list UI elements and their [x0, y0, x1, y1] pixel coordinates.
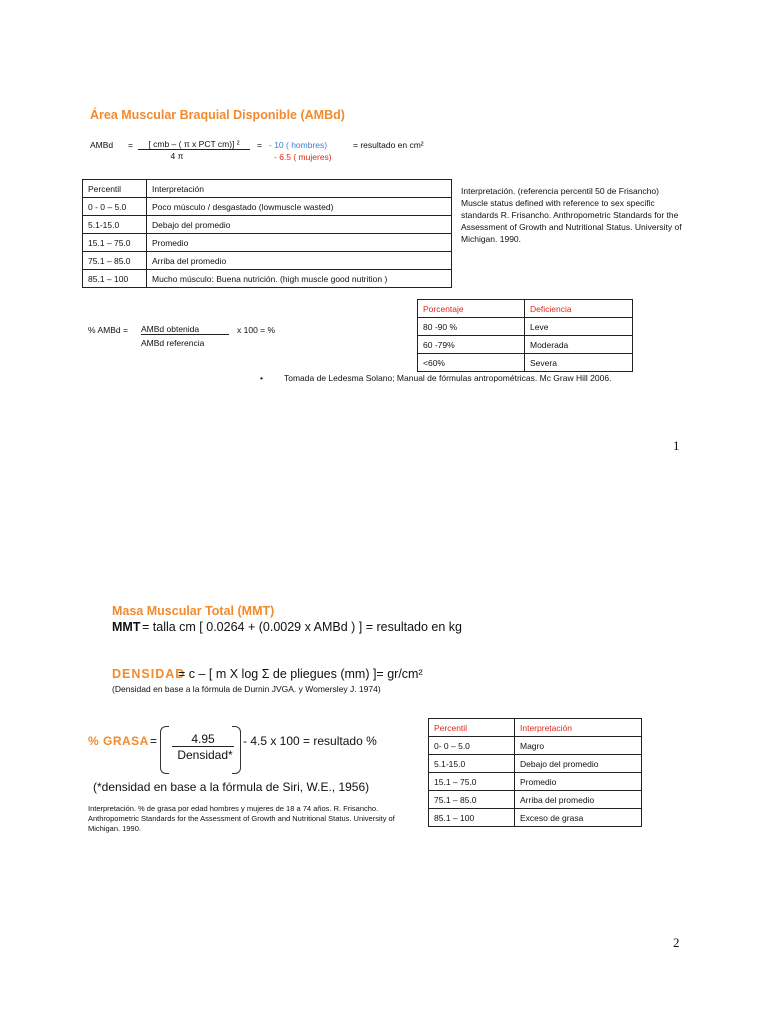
- table-row: [418, 318, 633, 336]
- table-cell: 80 -90 %: [418, 318, 525, 336]
- table-header: Percentil: [429, 719, 515, 737]
- table-header: Deficiencia: [525, 300, 633, 318]
- table-row: [429, 773, 642, 791]
- table-header-row: [83, 180, 452, 198]
- table-cell: Poco músculo / desgastado (lowmuscle wasted): [147, 198, 452, 216]
- table-cell: Promedio: [515, 773, 642, 791]
- ambd-title: Área Muscular Braquial Disponible (AMBd): [90, 108, 345, 122]
- grasa-tail: - 4.5 x 100 = resultado %: [243, 734, 377, 748]
- table-cell: Exceso de grasa: [515, 809, 642, 827]
- table-row: [429, 755, 642, 773]
- table-row: [83, 252, 452, 270]
- fat-percentile-table: [428, 718, 642, 827]
- deficiency-table: [417, 299, 633, 372]
- table-row: [418, 336, 633, 354]
- table-row: [429, 737, 642, 755]
- density-note: (Densidad en base a la fórmula de Durnin JVGA. y Womersley J. 1974): [112, 684, 381, 694]
- table-cell: 85.1 – 100: [83, 270, 147, 288]
- table-row: [83, 198, 452, 216]
- ambd-formula-lhs: AMBd: [90, 140, 114, 150]
- table-header-row: [418, 300, 633, 318]
- right-bracket-icon: [232, 726, 241, 774]
- table-cell: Debajo del promedio: [147, 216, 452, 234]
- ambd-percentile-table: [82, 179, 452, 288]
- table-header-row: [429, 719, 642, 737]
- table-row: [83, 216, 452, 234]
- table-cell: 75.1 – 85.0: [429, 791, 515, 809]
- table-row: [429, 809, 642, 827]
- grasa-denominator: Densidad*: [177, 748, 233, 762]
- page-number-1: 1: [673, 438, 680, 453]
- table-cell: 5.1-15.0: [83, 216, 147, 234]
- table-cell: Arriba del promedio: [147, 252, 452, 270]
- table-row: [83, 270, 452, 288]
- table-cell: Mucho músculo: Buena nutrición. (high muscle good nutrition ): [147, 270, 452, 288]
- table-cell: <60%: [418, 354, 525, 372]
- pct-ambd-denominator: AMBd referencia: [141, 338, 205, 348]
- ambd-formula-numerator: [ cmb – ( π x PCT cm)] ²: [138, 139, 250, 150]
- mmt-label: MMT: [112, 620, 141, 634]
- table-row: [83, 234, 452, 252]
- table-cell: Leve: [525, 318, 633, 336]
- source-citation: Tomada de Ledesma Solano; Manual de fórmulas antropométricas. Mc Graw Hill 2006.: [284, 373, 612, 383]
- pct-ambd-tail: x 100 = %: [237, 325, 276, 335]
- table-row: [418, 354, 633, 372]
- table-cell: 0 - 0 – 5.0: [83, 198, 147, 216]
- siri-note: (*densidad en base a la fórmula de Siri, W.E., 1956): [93, 780, 370, 794]
- grasa-label: % GRASA: [88, 734, 149, 748]
- table-cell: 0- 0 – 5.0: [429, 737, 515, 755]
- left-bracket-icon: [160, 726, 169, 774]
- table-cell: Moderada: [525, 336, 633, 354]
- mmt-formula: = talla cm [ 0.0264 + (0.0029 x AMBd ) ] = resultado en kg: [142, 620, 462, 634]
- ambd-men-adjust: - 10 ( hombres): [269, 140, 328, 150]
- table-cell: Magro: [515, 737, 642, 755]
- table-cell: 85.1 – 100: [429, 809, 515, 827]
- ambd-formula-eq2: =: [257, 140, 262, 150]
- table-cell: Arriba del promedio: [515, 791, 642, 809]
- table-header: Percentil: [83, 180, 147, 198]
- table-header: Interpretación: [147, 180, 452, 198]
- grasa-numerator: 4.95: [172, 732, 234, 747]
- pct-ambd-numerator: AMBd obtenida: [141, 324, 229, 335]
- page-number-2: 2: [673, 935, 680, 950]
- density-formula: = c – [ m X log Σ de pliegues (mm) ]= gr/cm²: [178, 667, 423, 681]
- table-cell: 15.1 – 75.0: [83, 234, 147, 252]
- table-cell: 5.1-15.0: [429, 755, 515, 773]
- grasa-eq: =: [150, 734, 158, 748]
- ambd-women-adjust: - 6.5 ( mujeres): [274, 152, 332, 162]
- table-header: Interpretación: [515, 719, 642, 737]
- pct-ambd-lhs: % AMBd =: [88, 325, 128, 335]
- table-row: [429, 791, 642, 809]
- table-cell: 60 -79%: [418, 336, 525, 354]
- grasa-interpretation-note: Interpretación. % de grasa por edad hombres y mujeres de 18 a 74 años. R. Frisancho. Anthropometric Standards for the Assessment of Growth and Nutritional Status. University of Michigan. 1990.: [88, 804, 395, 833]
- table-cell: 15.1 – 75.0: [429, 773, 515, 791]
- bullet-icon: •: [260, 373, 263, 383]
- table-cell: Severa: [525, 354, 633, 372]
- mmt-title: Masa Muscular Total (MMT): [112, 604, 275, 618]
- table-cell: Promedio: [147, 234, 452, 252]
- ambd-formula-denominator: 4 π: [170, 151, 184, 161]
- frisancho-reference-note: Interpretación. (referencia percentil 50 de Frisancho) Muscle status defined with reference to sex specific standards R. Frisancho. Anthropometric Standards for the Assessment of Growth and Nutritional Status. University of Michigan. 1990.: [461, 186, 682, 244]
- table-cell: Debajo del promedio: [515, 755, 642, 773]
- table-cell: 75.1 – 85.0: [83, 252, 147, 270]
- table-header: Porcentaje: [418, 300, 525, 318]
- ambd-result: = resultado en cm²: [353, 140, 424, 150]
- density-label: DENSIDAD: [112, 667, 186, 681]
- ambd-formula-eq: =: [128, 140, 133, 150]
